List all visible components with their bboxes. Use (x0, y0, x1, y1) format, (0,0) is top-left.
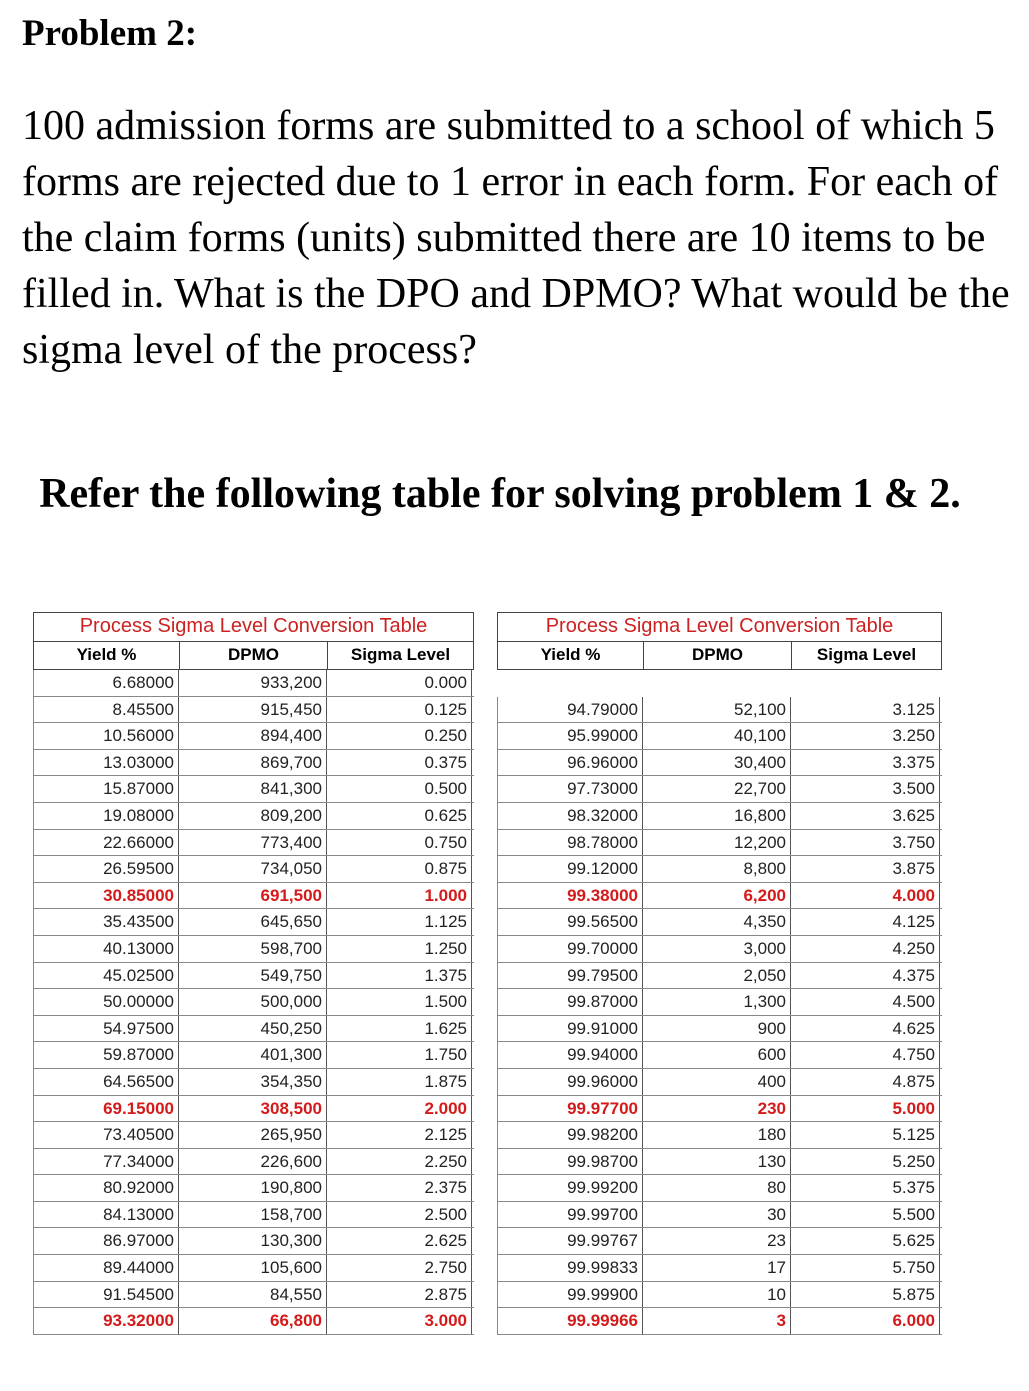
header-yield: Yield % (34, 642, 180, 669)
problem-heading: Problem 2: (22, 13, 198, 54)
table-row (33, 1149, 474, 1176)
yield-cell: 99.87000 (497, 989, 643, 1015)
yield-cell: 96.96000 (497, 750, 643, 776)
sigma-level-cell: 2.500 (327, 1202, 472, 1228)
sigma-level-cell: 2.250 (327, 1149, 472, 1175)
dpmo-cell: 158,700 (179, 1202, 327, 1228)
sigma-level-cell: 2.875 (327, 1282, 472, 1308)
sigma-level-cell: 4.625 (791, 1016, 940, 1042)
table-row (497, 936, 942, 963)
table-row (497, 909, 942, 936)
sigma-level-cell: 0.125 (327, 697, 472, 723)
table-row (497, 1122, 942, 1149)
dpmo-cell: 190,800 (179, 1175, 327, 1201)
sigma-level-cell: 1.125 (327, 909, 472, 935)
dpmo-cell: 22,700 (643, 776, 791, 802)
yield-cell: 30.85000 (33, 883, 179, 909)
sigma-level-cell: 3.125 (791, 697, 940, 723)
table-row (497, 1202, 942, 1229)
sigma-level-cell: 1.625 (327, 1016, 472, 1042)
sigma-level-cell: 0.000 (327, 670, 472, 696)
dpmo-cell: 2,050 (643, 963, 791, 989)
table-row (497, 750, 942, 777)
table-row (497, 1228, 942, 1255)
yield-cell: 99.38000 (497, 883, 643, 909)
sigma-level-cell: 0.750 (327, 830, 472, 856)
sigma-level-cell: 4.750 (791, 1042, 940, 1068)
dpmo-cell: 105,600 (179, 1255, 327, 1281)
table-header-row (33, 642, 474, 670)
sigma-level-cell: 1.750 (327, 1042, 472, 1068)
sigma-level-cell: 3.875 (791, 856, 940, 882)
dpmo-cell: 645,650 (179, 909, 327, 935)
yield-cell: 98.32000 (497, 803, 643, 829)
sigma-level-cell: 5.250 (791, 1149, 940, 1175)
yield-cell: 19.08000 (33, 803, 179, 829)
dpmo-cell: 230 (643, 1096, 791, 1122)
dpmo-cell: 915,450 (179, 697, 327, 723)
yield-cell: 99.99966 (497, 1308, 643, 1334)
dpmo-cell: 734,050 (179, 856, 327, 882)
table-row (497, 963, 942, 990)
yield-cell: 99.96000 (497, 1069, 643, 1095)
table-row (33, 803, 474, 830)
table-row (33, 909, 474, 936)
sigma-level-cell: 5.500 (791, 1202, 940, 1228)
yield-cell: 91.54500 (33, 1282, 179, 1308)
yield-cell: 64.56500 (33, 1069, 179, 1095)
yield-cell: 35.43500 (33, 909, 179, 935)
sigma-level-cell: 0.875 (327, 856, 472, 882)
sigma-level-cell: 2.000 (327, 1096, 472, 1122)
dpmo-cell: 4,350 (643, 909, 791, 935)
table-row (33, 1228, 474, 1255)
table-row (497, 1096, 942, 1123)
table-row (33, 1308, 474, 1335)
header-yield: Yield % (498, 642, 644, 669)
dpmo-cell: 600 (643, 1042, 791, 1068)
yield-cell: 45.02500 (33, 963, 179, 989)
problem-text: 100 admission forms are submitted to a school of which 5 forms are rejected due to 1 error in each form. For each of the claim forms (units) submitted there are 10 items to be filled in. What is the DPO and DPMO? What would be the sigma level of the process? (22, 103, 1010, 373)
header-dpmo: DPMO (644, 642, 792, 669)
dpmo-cell: 400 (643, 1069, 791, 1095)
sigma-level-cell: 4.000 (791, 883, 940, 909)
yield-cell: 99.12000 (497, 856, 643, 882)
sigma-level-cell: 3.000 (327, 1308, 472, 1334)
sigma-level-cell: 0.625 (327, 803, 472, 829)
refer-instruction: Refer the following table for solving problem 1 & 2. (39, 471, 961, 517)
yield-cell: 98.78000 (497, 830, 643, 856)
table-row (497, 830, 942, 857)
dpmo-cell: 869,700 (179, 750, 327, 776)
dpmo-cell: 130,300 (179, 1228, 327, 1254)
dpmo-cell: 23 (643, 1228, 791, 1254)
yield-cell: 10.56000 (33, 723, 179, 749)
yield-cell: 73.40500 (33, 1122, 179, 1148)
yield-cell: 99.94000 (497, 1042, 643, 1068)
dpmo-cell: 450,250 (179, 1016, 327, 1042)
yield-cell: 6.68000 (33, 670, 179, 696)
sigma-level-cell: 5.875 (791, 1282, 940, 1308)
table-row (33, 1175, 474, 1202)
dpmo-cell: 308,500 (179, 1096, 327, 1122)
sigma-level-cell: 5.000 (791, 1096, 940, 1122)
dpmo-cell: 1,300 (643, 989, 791, 1015)
yield-cell: 99.98700 (497, 1149, 643, 1175)
dpmo-cell: 900 (643, 1016, 791, 1042)
table-row (33, 1282, 474, 1309)
sigma-level-cell: 4.375 (791, 963, 940, 989)
table-row (33, 1096, 474, 1123)
yield-cell: 99.97700 (497, 1096, 643, 1122)
sigma-level-cell: 5.375 (791, 1175, 940, 1201)
yield-cell: 99.91000 (497, 1016, 643, 1042)
table-row (33, 750, 474, 777)
header-sigma-level: Sigma Level (816, 645, 917, 664)
sigma-level-cell: 1.250 (327, 936, 472, 962)
yield-cell: 99.99767 (497, 1228, 643, 1254)
sigma-level-cell: 0.375 (327, 750, 472, 776)
dpmo-cell: 265,950 (179, 1122, 327, 1148)
conversion-table-right (497, 612, 942, 1335)
table-title: Process Sigma Level Conversion Table (497, 612, 942, 642)
sigma-level-cell: 3.250 (791, 723, 940, 749)
sigma-level-cell: 4.500 (791, 989, 940, 1015)
table-row (497, 776, 942, 803)
table-row (33, 883, 474, 910)
sigma-level-cell: 2.375 (327, 1175, 472, 1201)
header-sigma-level: Sigma Level (350, 645, 451, 664)
dpmo-cell: 549,750 (179, 963, 327, 989)
table-row (497, 723, 942, 750)
dpmo-cell: 80 (643, 1175, 791, 1201)
conversion-table-left (33, 612, 474, 1335)
dpmo-cell: 17 (643, 1255, 791, 1281)
table-row (497, 1255, 942, 1282)
sigma-level-cell: 0.500 (327, 776, 472, 802)
dpmo-cell: 401,300 (179, 1042, 327, 1068)
dpmo-cell: 30,400 (643, 750, 791, 776)
table-title: Process Sigma Level Conversion Table (33, 612, 474, 642)
header-dpmo: DPMO (180, 642, 328, 669)
sigma-level-cell: 3.500 (791, 776, 940, 802)
table-row (497, 803, 942, 830)
dpmo-cell: 809,200 (179, 803, 327, 829)
dpmo-cell: 84,550 (179, 1282, 327, 1308)
yield-cell: 93.32000 (33, 1308, 179, 1334)
table-row (33, 936, 474, 963)
yield-cell: 95.99000 (497, 723, 643, 749)
sigma-level-cell: 3.375 (791, 750, 940, 776)
dpmo-cell: 130 (643, 1149, 791, 1175)
dpmo-cell: 40,100 (643, 723, 791, 749)
dpmo-cell: 3 (643, 1308, 791, 1334)
table-row (497, 1016, 942, 1043)
dpmo-cell: 354,350 (179, 1069, 327, 1095)
dpmo-cell: 12,200 (643, 830, 791, 856)
table-row (497, 1069, 942, 1096)
table-header-row (497, 642, 942, 670)
dpmo-cell: 66,800 (179, 1308, 327, 1334)
table-row (33, 856, 474, 883)
table-row (33, 1255, 474, 1282)
yield-cell: 99.99200 (497, 1175, 643, 1201)
table-row (497, 989, 942, 1016)
dpmo-cell: 16,800 (643, 803, 791, 829)
sigma-level-cell: 2.750 (327, 1255, 472, 1281)
yield-cell: 22.66000 (33, 830, 179, 856)
table-row (33, 723, 474, 750)
table-row (33, 1069, 474, 1096)
yield-cell: 13.03000 (33, 750, 179, 776)
sigma-level-cell: 2.125 (327, 1122, 472, 1148)
yield-cell: 54.97500 (33, 1016, 179, 1042)
yield-cell: 86.97000 (33, 1228, 179, 1254)
table-body (33, 670, 474, 1335)
sigma-level-cell: 5.750 (791, 1255, 940, 1281)
yield-cell: 99.56500 (497, 909, 643, 935)
yield-cell: 40.13000 (33, 936, 179, 962)
sigma-level-cell: 1.500 (327, 989, 472, 1015)
sigma-level-cell: 3.750 (791, 830, 940, 856)
yield-cell: 15.87000 (33, 776, 179, 802)
sigma-level-cell: 3.625 (791, 803, 940, 829)
table-row (497, 1042, 942, 1069)
dpmo-cell: 773,400 (179, 830, 327, 856)
yield-cell: 69.15000 (33, 1096, 179, 1122)
table-row (33, 697, 474, 724)
table-row (497, 856, 942, 883)
yield-cell: 99.70000 (497, 936, 643, 962)
yield-cell: 99.99700 (497, 1202, 643, 1228)
sigma-level-cell: 2.625 (327, 1228, 472, 1254)
yield-cell: 99.99900 (497, 1282, 643, 1308)
sigma-level-cell: 1.000 (327, 883, 472, 909)
table-row (497, 1149, 942, 1176)
dpmo-cell: 52,100 (643, 697, 791, 723)
table-row (33, 830, 474, 857)
yield-cell: 89.44000 (33, 1255, 179, 1281)
table-row (33, 989, 474, 1016)
sigma-level-cell: 4.125 (791, 909, 940, 935)
yield-cell: 59.87000 (33, 1042, 179, 1068)
yield-cell: 84.13000 (33, 1202, 179, 1228)
table-row (33, 776, 474, 803)
dpmo-cell: 894,400 (179, 723, 327, 749)
dpmo-cell: 3,000 (643, 936, 791, 962)
sigma-level-cell: 4.250 (791, 936, 940, 962)
table-row (33, 1202, 474, 1229)
dpmo-cell: 598,700 (179, 936, 327, 962)
sigma-level-cell: 0.250 (327, 723, 472, 749)
yield-cell: 99.98200 (497, 1122, 643, 1148)
sigma-level-cell: 1.375 (327, 963, 472, 989)
yield-cell: 8.45500 (33, 697, 179, 723)
yield-cell: 97.73000 (497, 776, 643, 802)
dpmo-cell: 30 (643, 1202, 791, 1228)
sigma-level-cell: 5.625 (791, 1228, 940, 1254)
dpmo-cell: 226,600 (179, 1149, 327, 1175)
table-row (497, 697, 942, 724)
table-body (497, 697, 942, 1335)
yield-cell: 50.00000 (33, 989, 179, 1015)
table-row (497, 1308, 942, 1335)
table-row (33, 1016, 474, 1043)
dpmo-cell: 841,300 (179, 776, 327, 802)
table-spacer (497, 670, 942, 697)
dpmo-cell: 180 (643, 1122, 791, 1148)
table-row (497, 1175, 942, 1202)
dpmo-cell: 8,800 (643, 856, 791, 882)
table-row (497, 1282, 942, 1309)
table-row (33, 1122, 474, 1149)
yield-cell: 77.34000 (33, 1149, 179, 1175)
table-row (33, 1042, 474, 1069)
dpmo-cell: 691,500 (179, 883, 327, 909)
dpmo-cell: 6,200 (643, 883, 791, 909)
table-row (497, 883, 942, 910)
yield-cell: 99.99833 (497, 1255, 643, 1281)
dpmo-cell: 933,200 (179, 670, 327, 696)
dpmo-cell: 500,000 (179, 989, 327, 1015)
sigma-level-cell: 4.875 (791, 1069, 940, 1095)
table-row (33, 670, 474, 697)
sigma-level-cell: 6.000 (791, 1308, 940, 1334)
dpmo-cell: 10 (643, 1282, 791, 1308)
yield-cell: 80.92000 (33, 1175, 179, 1201)
yield-cell: 94.79000 (497, 697, 643, 723)
sigma-level-cell: 1.875 (327, 1069, 472, 1095)
yield-cell: 26.59500 (33, 856, 179, 882)
table-row (33, 963, 474, 990)
yield-cell: 99.79500 (497, 963, 643, 989)
sigma-level-cell: 5.125 (791, 1122, 940, 1148)
